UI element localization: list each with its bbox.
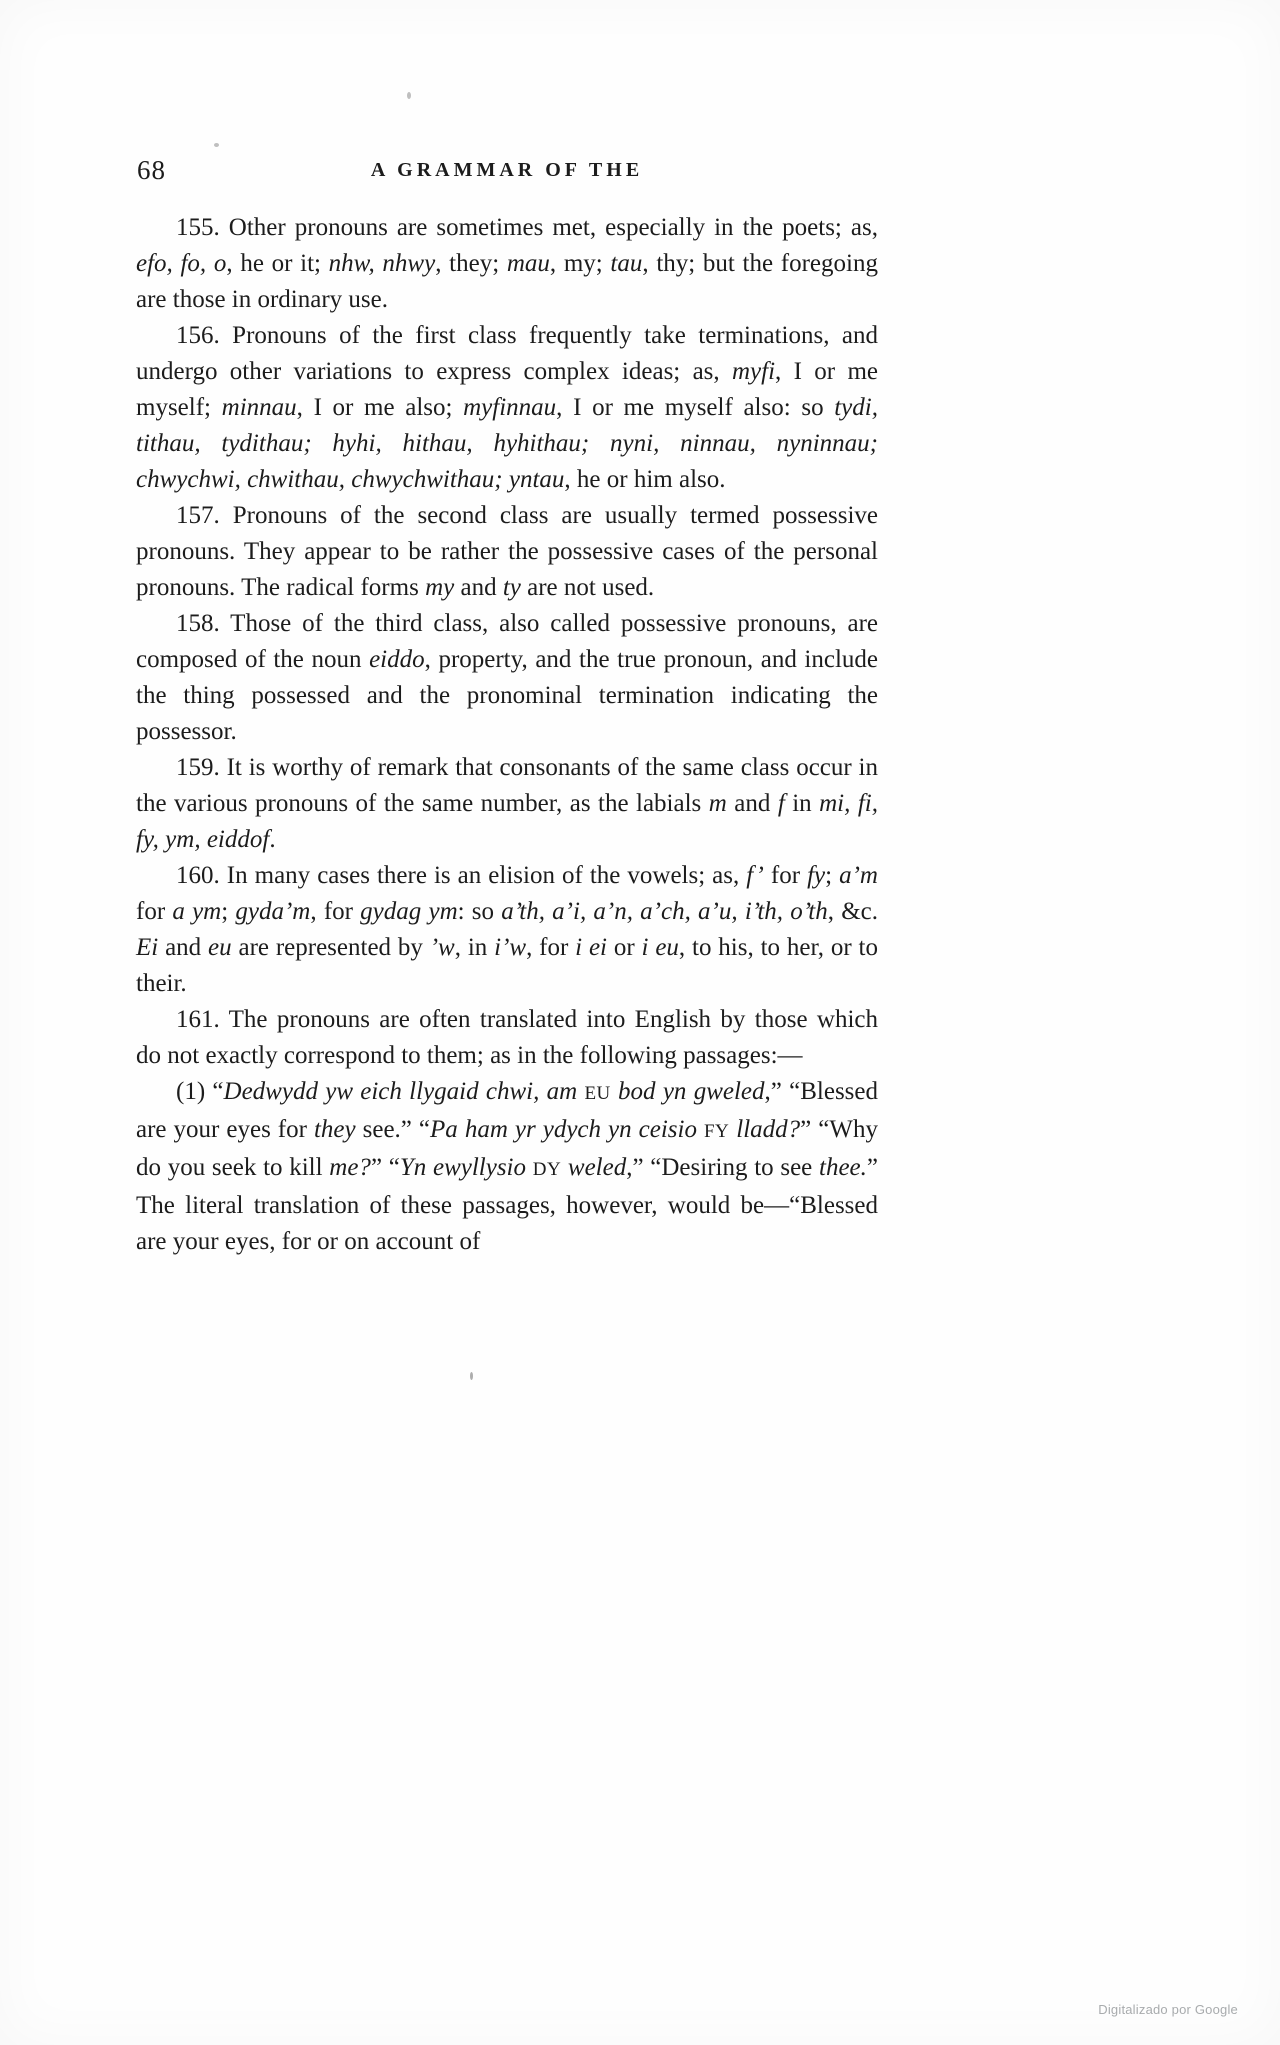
text-segment: ,” “Desiring to see: [626, 1154, 819, 1181]
paragraph: [136, 858, 878, 1002]
text-segment: FY: [703, 1121, 730, 1142]
scan-artifact: [407, 92, 411, 99]
text-segment: .: [269, 826, 276, 853]
text-segment: Dedwydd yw eich llygaid chwi, am: [223, 1078, 585, 1105]
text-segment: i eu: [641, 934, 679, 961]
text-segment: 156. Pronouns of the first class frequently take terminations, and undergo other variations to express complex ideas; as,: [136, 322, 878, 385]
text-segment: weled: [561, 1154, 627, 1181]
text-segment: ty: [502, 574, 521, 601]
text-segment: lladd?: [729, 1116, 801, 1143]
text-segment: ” The literal translation of these passages, however, would be—“Blessed are your eyes, for or on account of: [136, 1154, 878, 1255]
text-segment: myfi: [732, 358, 776, 385]
text-segment: me?: [329, 1154, 371, 1181]
google-digitized-watermark: Digitalizado por Google: [1098, 2002, 1238, 2017]
text-segment: , to his, to her, or to their.: [136, 934, 878, 997]
text-segment: gydag ym: [360, 898, 458, 925]
page-number: 68: [137, 155, 166, 185]
text-segment: m: [708, 790, 727, 817]
text-segment: i ei: [575, 934, 608, 961]
text-segment: , I or me also;: [296, 394, 464, 421]
text-segment: , I or me myself;: [136, 358, 878, 421]
text-segment: 155. Other pronouns are sometimes met, especially in the poets; as,: [176, 214, 878, 241]
text-segment: , my;: [549, 250, 611, 277]
text-block: [136, 210, 878, 1260]
text-segment: tau: [610, 250, 643, 277]
scan-artifact: [470, 1372, 473, 1380]
text-segment: 157. Pronouns of the second class are usually termed possessive pronouns. They appear to be rather the possessive cases of the personal pronouns. The radical forms: [136, 502, 878, 601]
text-segment: , he or it;: [226, 250, 329, 277]
text-segment: mi, fi, fy, ym, eiddof: [136, 790, 878, 853]
text-segment: myfinnau: [463, 394, 557, 421]
text-segment: (1) “: [176, 1078, 224, 1105]
text-segment: or: [607, 934, 642, 961]
text-segment: , they;: [435, 250, 507, 277]
paragraph: [136, 498, 878, 606]
text-segment: , he or him also.: [564, 466, 726, 493]
text-segment: ;: [825, 862, 840, 889]
text-segment: 159. It is worthy of remark that consonants of the same class occur in the various pronouns of the same number, as the labials: [136, 754, 878, 817]
text-segment: my: [425, 574, 455, 601]
text-segment: 158. Those of the third class, also called possessive pronouns, are composed of the noun: [136, 610, 878, 673]
text-segment: and: [158, 934, 209, 961]
text-segment: a’m: [839, 862, 878, 889]
text-segment: : so: [457, 898, 502, 925]
text-segment: , for: [526, 934, 576, 961]
running-header: [136, 155, 878, 189]
text-segment: a’th, a’i, a’n, a’ch, a’u, i’th, o’th: [501, 898, 828, 925]
paragraph: [136, 318, 878, 498]
text-segment: nhw, nhwy: [328, 250, 436, 277]
text-segment: thee.: [819, 1154, 867, 1181]
paragraph: [136, 750, 878, 858]
text-segment: , &c.: [827, 898, 878, 925]
paragraph: [136, 606, 878, 750]
running-header-title: A GRAMMAR OF THE: [370, 159, 644, 181]
text-segment: Pa ham yr ydych yn ceisio: [430, 1116, 704, 1143]
text-segment: minnau: [221, 394, 297, 421]
text-segment: Yn ewyllysio: [399, 1154, 533, 1181]
text-segment: tydi, tithau, tydithau; hyhi, hithau, hyhithau; nyni, ninnau, nyninnau; chwychwi, chwithau, chwychwithau; yntau: [136, 394, 878, 493]
text-segment: see.” “: [355, 1116, 431, 1143]
text-segment: for: [763, 862, 808, 889]
text-segment: 160. In many cases there is an elision of the vowels; as,: [176, 862, 747, 889]
scan-artifact: [214, 143, 219, 147]
paragraph: [136, 1002, 878, 1074]
text-segment: and: [726, 790, 778, 817]
text-segment: eu: [208, 934, 232, 961]
text-segment: and: [454, 574, 503, 601]
text-segment: ” “Why do you seek to kill: [136, 1116, 878, 1181]
text-segment: fy: [807, 862, 826, 889]
text-segment: , for: [310, 898, 361, 925]
text-segment: are not used.: [520, 574, 655, 601]
text-segment: , property, and the true pronoun, and include the thing possessed and the pronominal termination indicating the possessor.: [136, 646, 878, 745]
text-segment: , I or me myself also: so: [556, 394, 835, 421]
text-segment: eiddo: [369, 646, 425, 673]
text-segment: ;: [221, 898, 236, 925]
text-segment: ” “: [370, 1154, 400, 1181]
text-segment: ,” “Blessed are your eyes for: [136, 1078, 879, 1143]
text-segment: are represented by: [231, 934, 430, 961]
text-segment: Ei: [136, 934, 159, 961]
text-segment: bod yn gweled: [610, 1078, 765, 1105]
text-segment: they: [313, 1116, 356, 1143]
text-segment: DY: [532, 1159, 562, 1180]
text-segment: f: [777, 790, 785, 817]
text-segment: EU: [584, 1083, 611, 1104]
text-segment: ’w: [429, 934, 455, 961]
text-segment: , thy; but the foregoing are those in ordinary use.: [136, 250, 878, 313]
paragraph: [136, 1074, 878, 1260]
text-segment: i’w: [494, 934, 527, 961]
text-segment: a ym: [172, 898, 222, 925]
text-segment: 161. The pronouns are often translated into English by those which do not exactly correspond to them; as in the following passages:—: [136, 1006, 878, 1069]
text-segment: mau: [506, 250, 550, 277]
text-segment: in: [784, 790, 820, 817]
text-segment: for: [136, 898, 173, 925]
text-segment: , in: [454, 934, 495, 961]
paragraph: [136, 210, 878, 318]
text-segment: gyda’m: [235, 898, 311, 925]
text-segment: efo, fo, o: [136, 250, 227, 277]
text-segment: f’: [746, 862, 764, 889]
